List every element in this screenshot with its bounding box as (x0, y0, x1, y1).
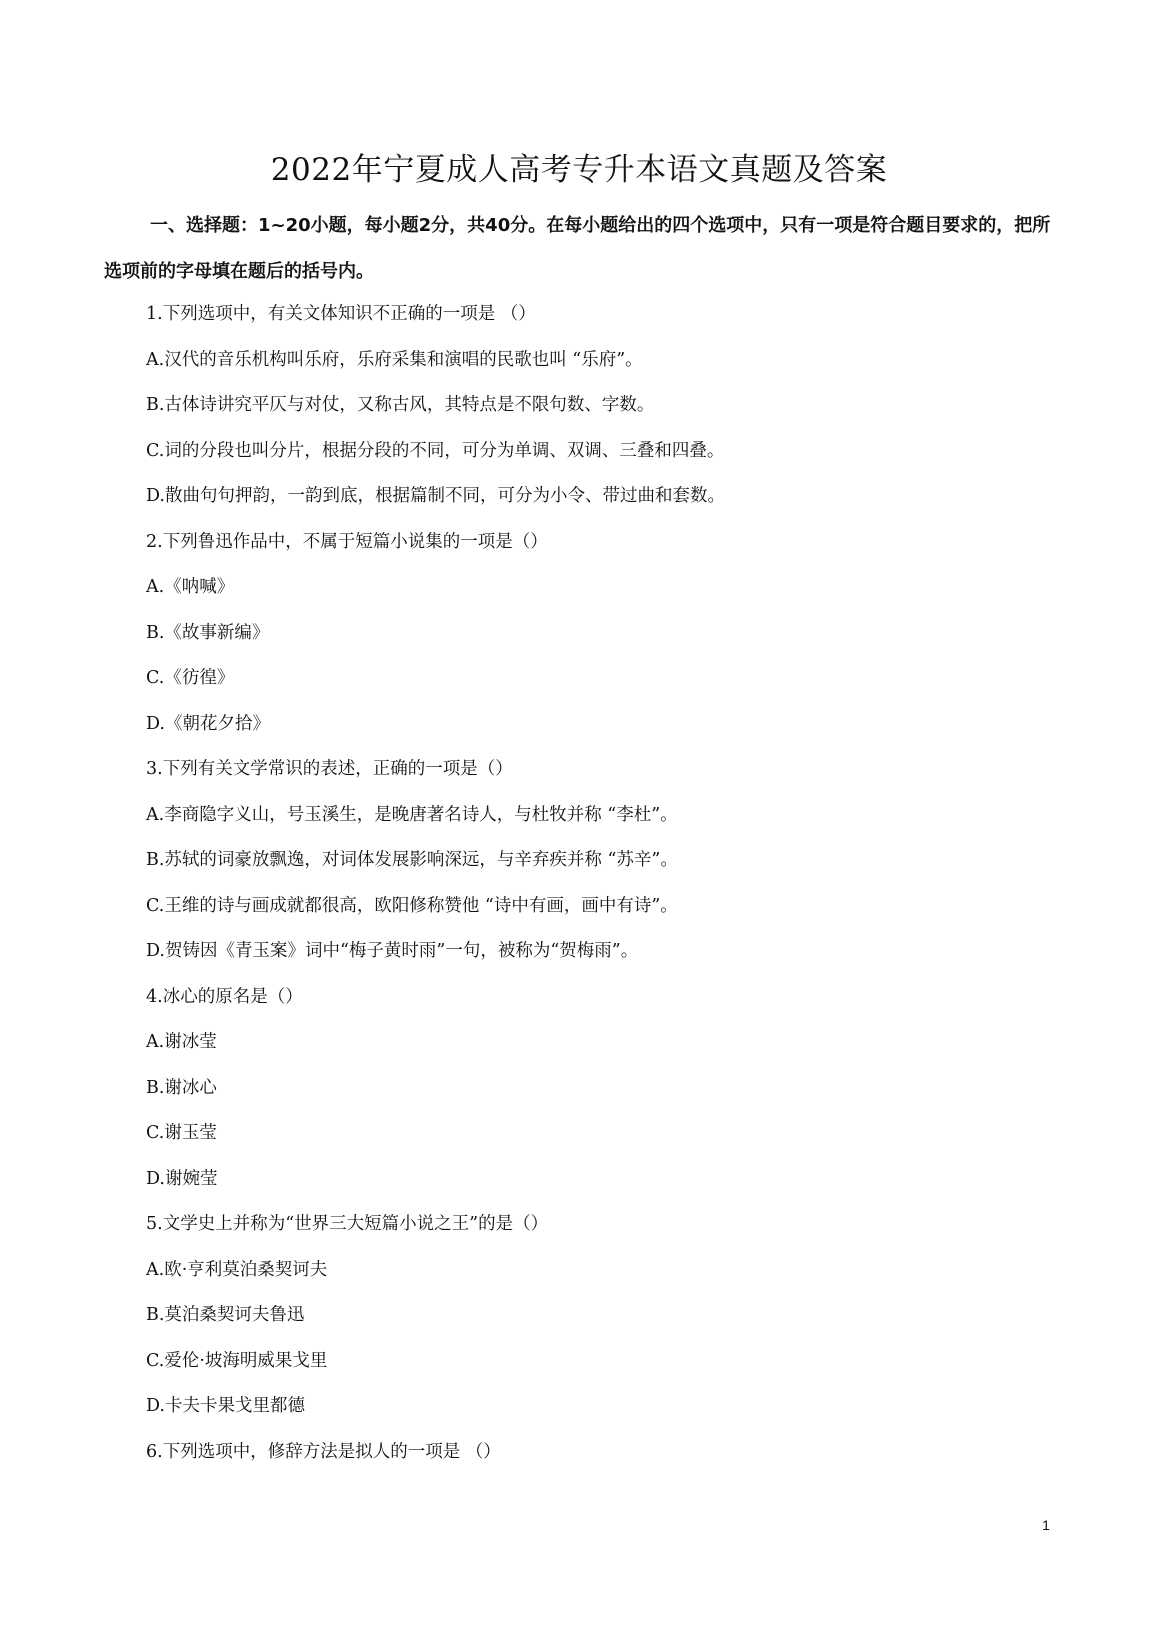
question-2-option-d: D.《朝花夕拾》 (146, 713, 270, 734)
question-2-option-a: A.《呐喊》 (146, 577, 235, 597)
question-list (146, 291, 1046, 1474)
question-1-option-c: C.词的分段也叫分片，根据分段的不同，可分为单调、双调、三叠和四叠。 (146, 440, 725, 461)
question-4-option-c: C.谢玉莹 (146, 1123, 217, 1143)
question-5-stem: 5.文学史上并称为“世界三大短篇小说之王”的是（） (146, 1214, 549, 1234)
question-1-stem: 1.下列选项中，有关文体知识不正确的一项是 （） (146, 304, 536, 324)
question-1-option-a: A.汉代的音乐机构叫乐府，乐府采集和演唱的民歌也叫 “乐府”。 (146, 349, 643, 370)
question-6-stem: 6.下列选项中，修辞方法是拟人的一项是 （） (146, 1441, 501, 1462)
question-3-stem: 3.下列有关文学常识的表述，正确的一项是（） (146, 759, 513, 779)
question-3-option-c: C.王维的诗与画成就都很高，欧阳修称赞他 “诗中有画，画中有诗”。 (146, 895, 678, 916)
question-2-option-c: C.《彷徨》 (146, 668, 235, 688)
page-number: 1 (1042, 1517, 1050, 1533)
question-3-option-d: D.贺铸因《青玉案》词中“梅子黄时雨”一句，被称为“贺梅雨”。 (146, 941, 639, 961)
question-4-stem: 4.冰心的原名是（） (146, 986, 303, 1007)
question-4-option-a: A.谢冰莹 (146, 1032, 217, 1052)
document-title: 2022年宁夏成人高考专升本语文真题及答案 (270, 152, 888, 188)
question-2-option-b: B.《故事新编》 (146, 622, 270, 643)
question-5-option-b: B.莫泊桑契诃夫鲁迅 (146, 1305, 305, 1325)
question-1-option-d: D.散曲句句押韵，一韵到底，根据篇制不同，可分为小令、带过曲和套数。 (146, 486, 725, 506)
question-1-option-b: B.古体诗讲究平仄与对仗，又称古风，其特点是不限句数、字数。 (146, 395, 655, 415)
question-4-option-d: D.谢婉莹 (146, 1168, 218, 1189)
question-5-option-a: A.欧·亨利莫泊桑契诃夫 (146, 1259, 328, 1280)
question-2-stem: 2.下列鲁迅作品中，不属于短篇小说集的一项是（） (146, 531, 548, 552)
question-3-option-b: B.苏轼的词豪放飘逸，对词体发展影响深远，与辛弃疾并称 “苏辛”。 (146, 850, 678, 870)
section-instructions: 一、选择题：1~20小题，每小题2分，共40分。在每小题给出的四个选项中，只有一项是符合题目要求的，把所选项前的字母填在题后的括号内。 (104, 215, 1051, 282)
question-4-option-b: B.谢冰心 (146, 1077, 217, 1098)
question-5-option-c: C.爱伦·坡海明威果戈里 (146, 1350, 328, 1371)
question-5-option-d: D.卡夫卡果戈里都德 (146, 1396, 305, 1416)
question-3-option-a: A.李商隐字义山，号玉溪生，是晚唐著名诗人，与杜牧并称 “李杜”。 (146, 804, 678, 825)
